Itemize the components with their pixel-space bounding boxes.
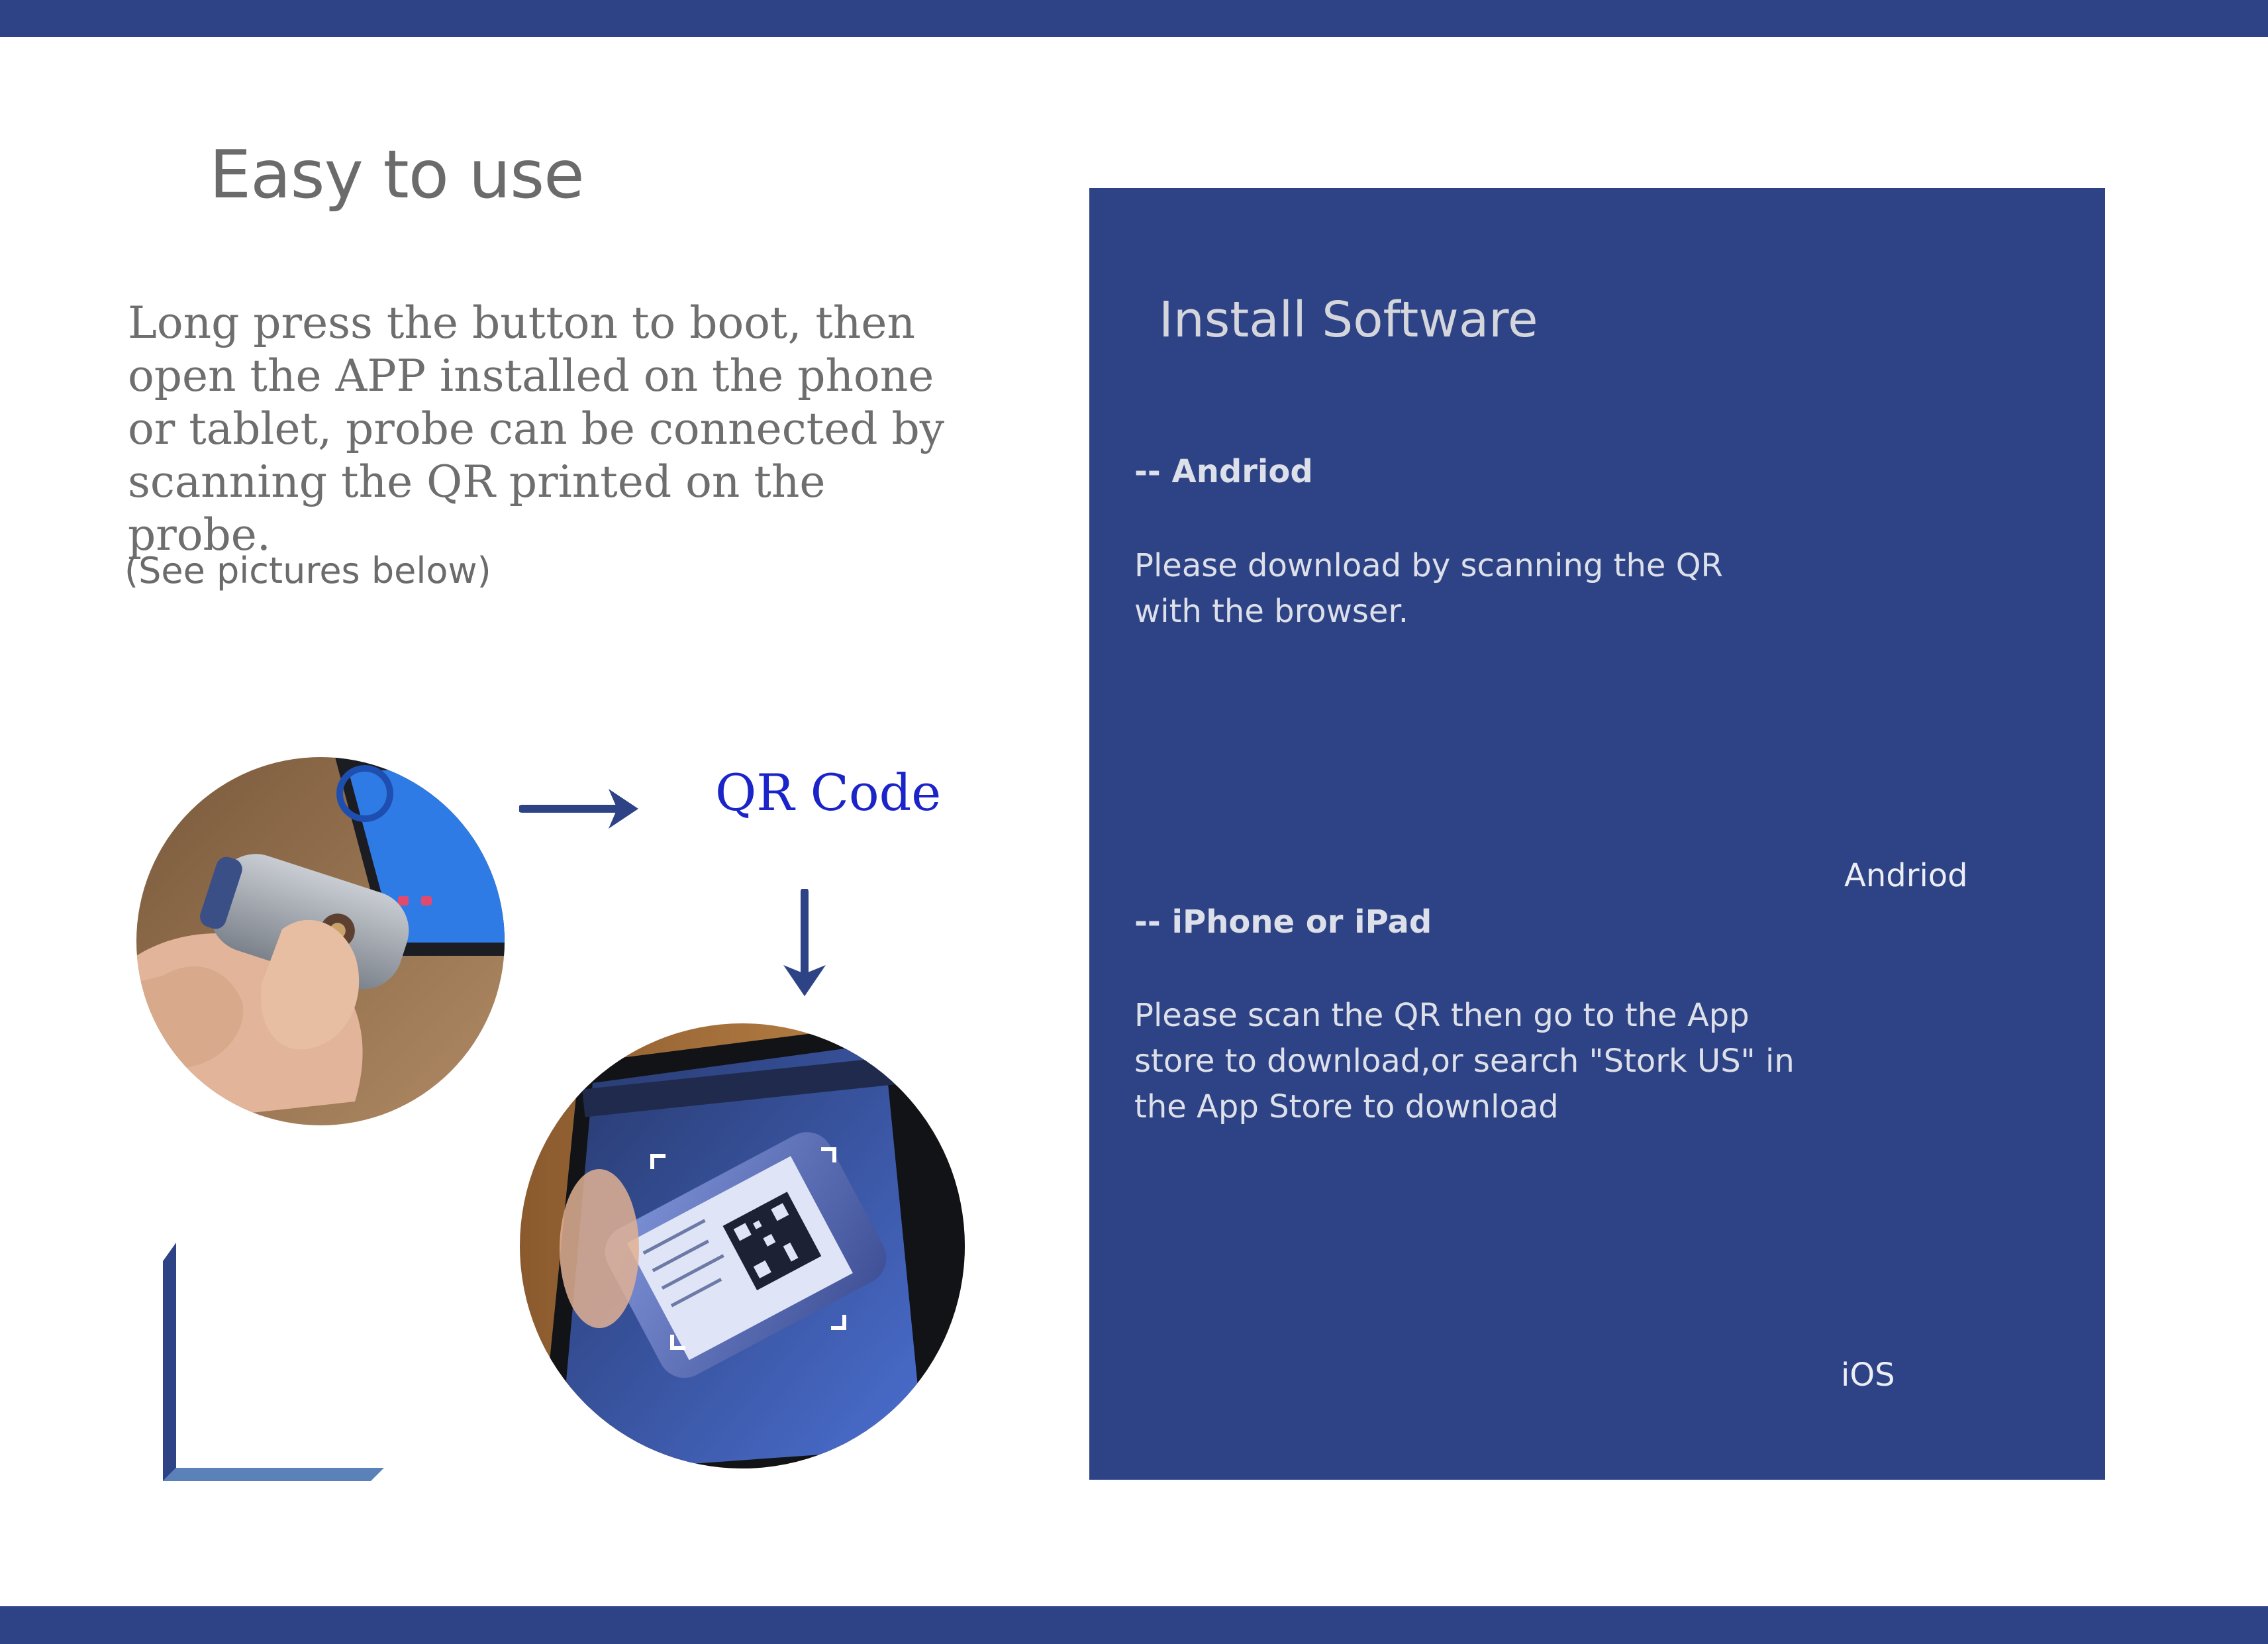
android-instructions: Please download by scanning the QR with the browser. [1134,547,1723,630]
install-title: Install Software [1159,291,1538,348]
arrow-down-icon [780,889,829,998]
ios-qr-caption: iOS [1841,1357,1895,1394]
ios-instructions: Please scan the QR then go to the App store to download,or search "Stork US" in the App Store to download [1134,997,1795,1125]
android-heading: -- Andriod [1134,453,1313,490]
qr-code-label: QR Code [715,763,942,822]
arrow-right-icon [519,786,642,832]
android-qr-caption: Andriod [1844,857,1968,894]
bottom-band [0,1606,2268,1644]
probe-boot-photo [136,757,505,1125]
corner-decoration [163,1243,384,1481]
see-pictures-note: (See pictures below) [124,550,491,591]
instruction-text: Long press the button to boot, then open the APP installed on the phone or tablet, probe can be connected by scanning the QR printed on the probe. [128,297,945,560]
qr-scan-photo [520,1023,965,1468]
ios-heading: -- iPhone or iPad [1134,903,1432,941]
top-band [0,0,2268,37]
page-title: Easy to use [209,136,584,213]
install-software-panel [1089,188,2105,1480]
